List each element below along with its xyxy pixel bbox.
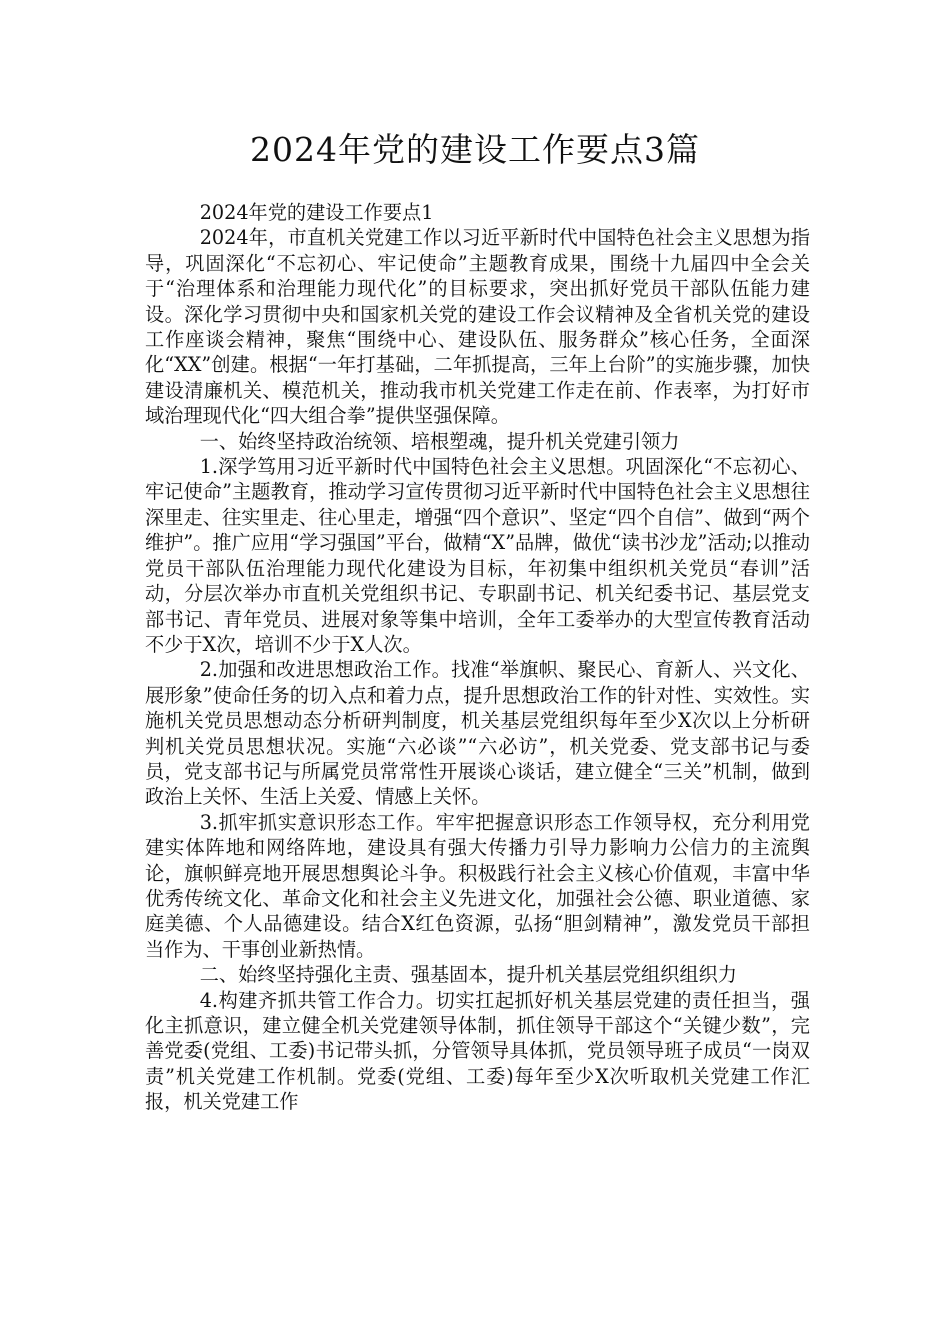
section-heading: 2024年党的建设工作要点1 [199, 201, 434, 224]
paragraph: 4.构建齐抓共管工作合力。切实扛起抓好机关基层党建的责任担当，强化主抓意识，建立健全机关党建领导体制，抓住领导干部这个“关键少数”，完善党委(党组、工委)书记带头抓，分管领导具体抓，党员领导班子成员“一岗双责”机关党建工作机制。党委(党组、工委)每年至少X次听取机关党建工作汇报，机关党建工作 [145, 988, 810, 1114]
paragraph: 2024年，市直机关党建工作以习近平新时代中国特色社会主义思想为指导，巩固深化“不忘初心、牢记使命”主题教育成果，围绕十九届四中全会关于“治理体系和治理能力现代化”的目标要求，突出抓好党员干部队伍能力建设。深化学习贯彻中央和国家机关党的建设工作会议精神及全省机关党的建设工作座谈会精神，聚焦“围绕中心、建设队伍、服务群众”核心任务，全面深化“XX”创建。根据“一年打基础，二年抓提高，三年上台阶”的实施步骤，加快建设清廉机关、模范机关，推动我市机关党建工作走在前、作表率，为打好市域治理现代化“四大组合拳”提供坚强保障。 [145, 226, 810, 428]
paragraph: 1.深学笃用习近平新时代中国特色社会主义思想。巩固深化“不忘初心、牢记使命”主题教育，推动学习宣传贯彻习近平新时代中国特色社会主义思想往深里走、往实里走、往心里走，增强“四个意识”、坚定“四个自信”、做到“两个维护”。推广应用“学习强国”平台，做精“X”品牌，做优“读书沙龙”活动;以推动党员干部队伍治理能力现代化建设为目标，年初集中组织机关党员“春训”活动，分层次举办市直机关党组织书记、专职副书记、机关纪委书记、基层党支部书记、青年党员、进展对象等集中培训，全年工委举办的大型宣传教育活动不少于X次，培训不少于X人次。 [145, 455, 810, 656]
document-title: 2024年党的建设工作要点3篇 [250, 130, 700, 169]
paragraph: 3.抓牢抓实意识形态工作。牢牢把握意识形态工作领导权，充分利用党建实体阵地和网络阵地，建设具有强大传播力引导力影响力公信力的主流舆论，旗帜鲜亮地开展思想舆论斗争。积极践行社会主义核心价值观，丰富中华优秀传统文化、革命文化和社会主义先进文化，加强社会公德、职业道德、家庭美德、个人品德建设。结合X红色资源，弘扬“胆剑精神”，激发党员干部担当作为、干事创业新热情。 [145, 810, 810, 961]
document-body [145, 200, 810, 1115]
section-heading: 一、始终坚持政治统领、培根塑魂，提升机关党建引领力 [199, 429, 680, 453]
paragraph: 2.加强和改进思想政治工作。找准“举旗帜、聚民心、育新人、兴文化、展形象”使命任务的切入点和着力点，提升思想政治工作的针对性、实效性。实施机关党员思想动态分析研判制度，机关基层党组织每年至少X次以上分析研判机关党员思想状况。实施“六必谈”“六必访”，机关党委、党支部书记与委员，党支部书记与所属党员常常性开展谈心谈话，建立健全“三关”机制，做到政治上关怀、生活上关爱、情感上关怀。 [145, 658, 810, 809]
section-heading: 二、始终坚持强化主责、强基固本，提升机关基层党组织组织力 [199, 963, 737, 987]
